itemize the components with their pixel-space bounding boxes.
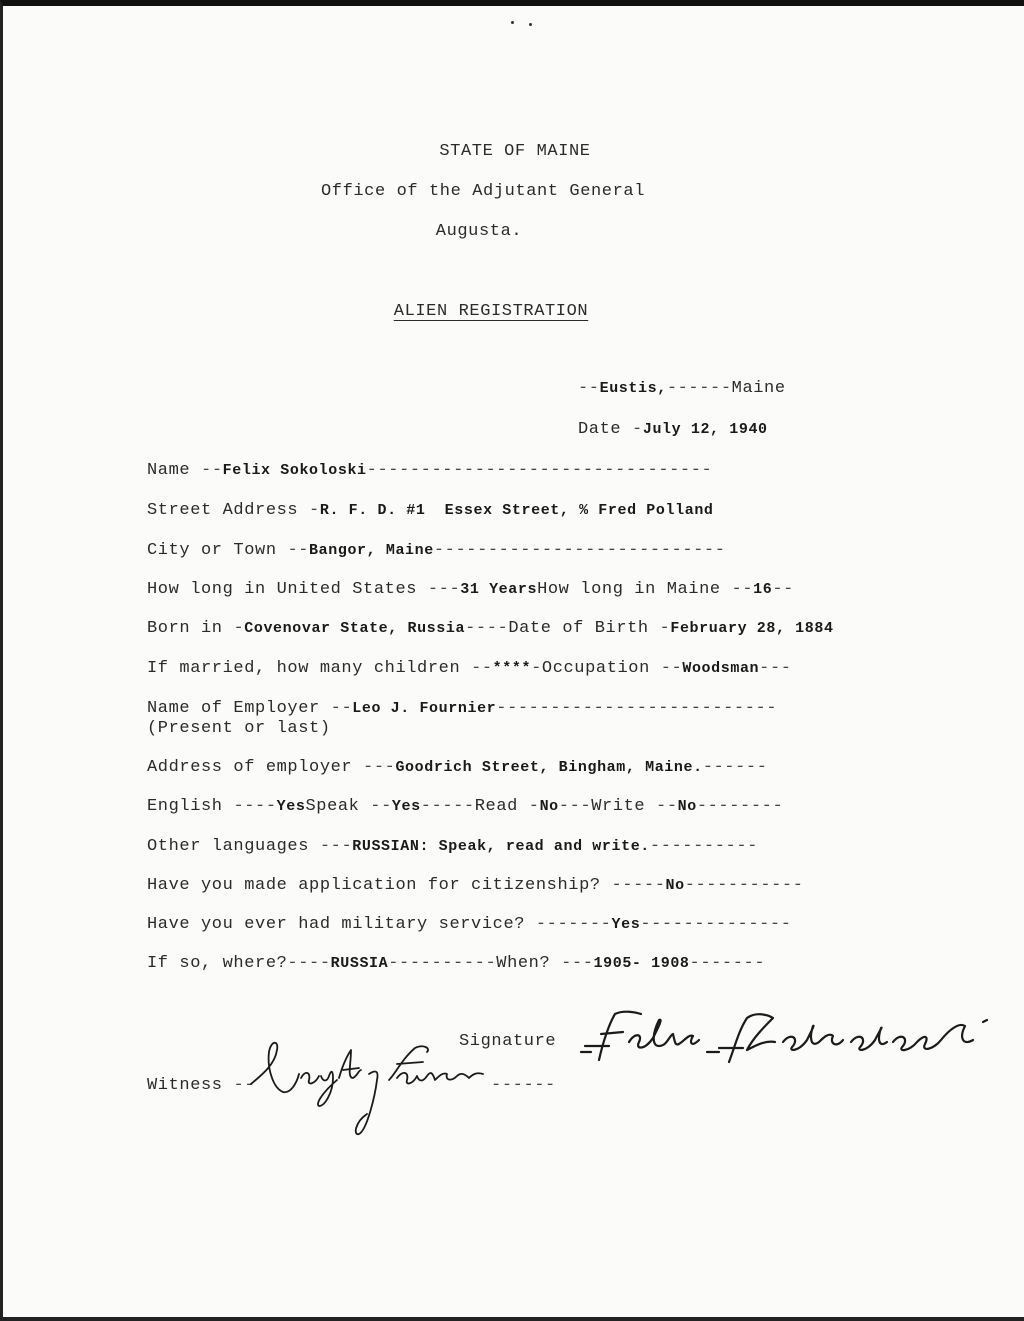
location-town: Eustis,	[599, 380, 667, 397]
city-label: City or Town	[147, 541, 277, 560]
english-label: English	[147, 797, 223, 816]
write-label: Write	[591, 797, 646, 816]
born-value: Covenovar State, Russia	[244, 620, 466, 637]
service-line: If so, where?----RUSSIA----------When? ---1905- 1908-------	[147, 954, 766, 973]
employer-address-value: Goodrich Street, Bingham, Maine.	[395, 759, 703, 776]
form-title: ALIEN REGISTRATION	[393, 302, 589, 321]
header-office: Office of the Adjutant General	[320, 182, 646, 201]
name-line: Name --Felix Sokoloski--------------------------------	[147, 461, 713, 480]
signature-label: Signature	[459, 1032, 557, 1051]
write-value: No	[677, 798, 697, 815]
ink-speck	[529, 23, 532, 26]
citizenship-label: Have you made application for citizenship?	[147, 876, 601, 895]
residence-line: How long in United States ---31 YearsHow long in Maine --16--	[147, 580, 794, 599]
occupation-label: Occupation	[541, 659, 650, 678]
witness-handwriting	[247, 1034, 507, 1144]
speak-value: Yes	[391, 798, 421, 815]
when-label: When?	[496, 954, 551, 973]
dob-label: Date of Birth	[508, 619, 649, 638]
years-us-value: 31 Years	[460, 581, 538, 598]
city-line: City or Town --Bangor, Maine---------------------------	[147, 541, 726, 560]
years-maine-value: 16	[753, 581, 773, 598]
header-state: STATE OF MAINE	[439, 142, 591, 161]
english-value: Yes	[276, 798, 306, 815]
dob-value: February 28, 1884	[670, 620, 834, 637]
when-value: 1905- 1908	[593, 955, 690, 972]
where-label: If so, where?	[147, 954, 288, 973]
header-city: Augusta.	[435, 222, 523, 241]
occupation-value: Woodsman	[682, 660, 760, 677]
employer-sublabel: (Present or last)	[147, 719, 331, 738]
witness-signature-image	[247, 1034, 507, 1144]
street-line: Street Address -R. F. D. #1 Essex Street, % Fred Polland	[147, 501, 714, 520]
employer-value: Leo J. Fournier	[352, 700, 497, 717]
family-line: If married, how many children --****-Occupation --Woodsman---	[147, 659, 792, 678]
years-us-label: How long in United States	[147, 580, 418, 599]
read-value: No	[539, 798, 559, 815]
years-maine-label: How long in Maine	[537, 580, 721, 599]
speak-label: Speak	[305, 797, 360, 816]
read-label: Read	[474, 797, 518, 816]
children-value: ****	[492, 660, 532, 677]
english-line: English ----YesSpeak --Yes-----Read -No---Write --No--------	[147, 797, 784, 816]
witness-label: Witness	[147, 1076, 223, 1095]
children-label: If married, how many children	[147, 659, 461, 678]
military-value: Yes	[611, 916, 641, 933]
signature-handwriting	[579, 1002, 999, 1072]
name-label: Name	[147, 461, 191, 480]
languages-line: Other languages ---RUSSIAN: Speak, read and write.----------	[147, 837, 758, 856]
employer-address-label: Address of employer	[147, 758, 353, 777]
signature-image	[579, 1002, 999, 1072]
citizenship-line: Have you made application for citizenship? -----No-----------	[147, 876, 804, 895]
date-line: Date -July 12, 1940	[578, 420, 768, 439]
where-value: RUSSIA	[330, 955, 389, 972]
military-label: Have you ever had military service?	[147, 915, 526, 934]
employer-line: Name of Employer --Leo J. Fournier--------------------------	[147, 699, 778, 718]
date-label: Date	[578, 420, 622, 439]
employer-address-line: Address of employer ---Goodrich Street, Bingham, Maine.------	[147, 758, 768, 777]
ink-speck	[511, 21, 514, 24]
location-line: --Eustis,------Maine	[578, 379, 786, 398]
military-line: Have you ever had military service? -------Yes--------------	[147, 915, 792, 934]
languages-label: Other languages	[147, 837, 310, 856]
date-value: July 12, 1940	[642, 421, 768, 438]
witness-line: Witness -- ------	[147, 1076, 556, 1095]
street-value: R. F. D. #1 Essex Street, % Fred Polland	[319, 502, 714, 519]
employer-label: Name of Employer	[147, 699, 320, 718]
born-label: Born in	[147, 619, 223, 638]
languages-value: RUSSIAN: Speak, read and write.	[352, 838, 650, 855]
birth-line: Born in -Covenovar State, Russia----Date of Birth -February 28, 1884	[147, 619, 834, 638]
city-value: Bangor, Maine	[309, 542, 434, 559]
name-value: Felix Sokoloski	[222, 462, 367, 479]
location-state: Maine	[731, 379, 786, 398]
citizenship-value: No	[665, 877, 685, 894]
street-label: Street Address	[147, 501, 299, 520]
